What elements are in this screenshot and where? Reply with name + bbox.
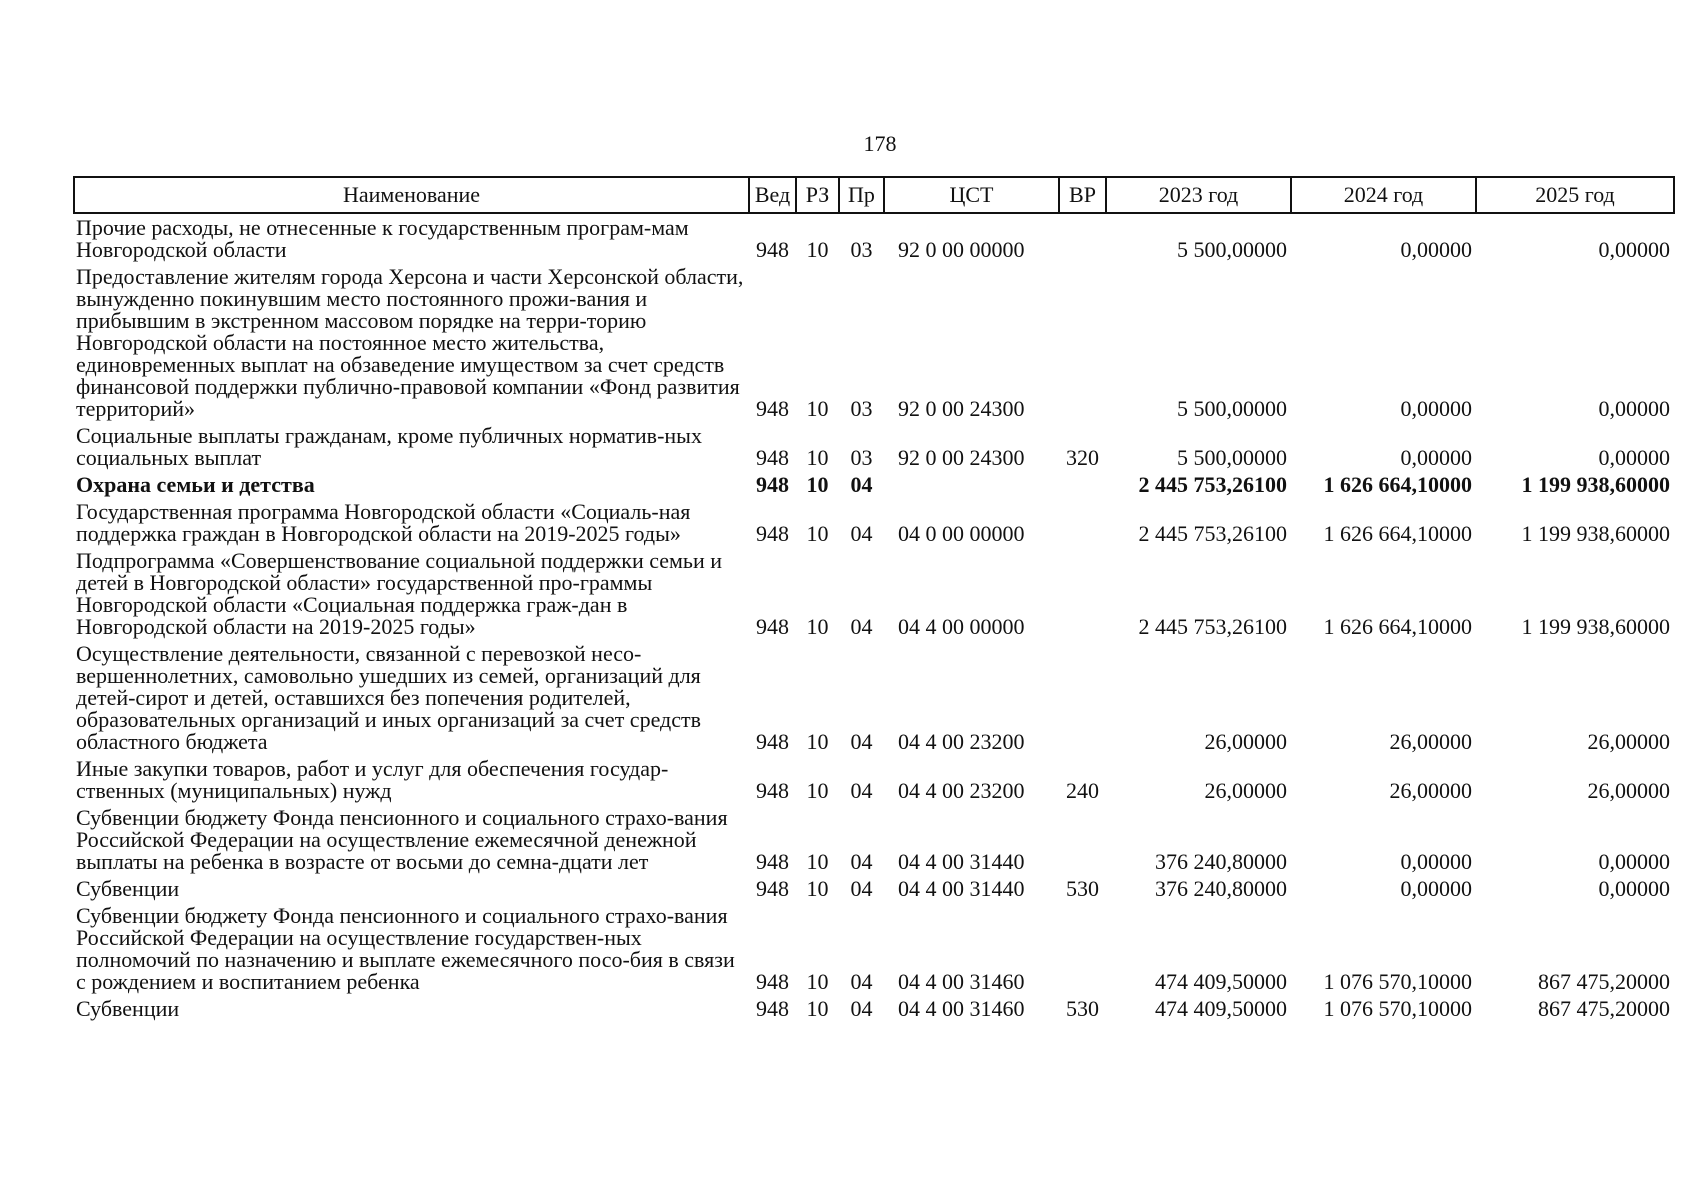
header-name: Наименование (74, 177, 749, 213)
table-body (74, 213, 1674, 1022)
row-2023: 26,00000 (1204, 729, 1287, 754)
row-2023: 2 445 753,26100 (1138, 472, 1287, 497)
row-2025: 0,00000 (1598, 237, 1670, 262)
table-header-row (74, 177, 1674, 213)
header-2024: 2024 год (1291, 177, 1476, 213)
row-ved: 948 (756, 445, 789, 470)
row-cst: 04 4 00 23200 (898, 778, 1025, 803)
row-pr: 04 (850, 849, 873, 874)
row-rz: 10 (806, 237, 829, 262)
header-2025: 2025 год (1476, 177, 1674, 213)
header-rz: РЗ (796, 177, 839, 213)
header-vr: ВР (1059, 177, 1106, 213)
row-2025: 1 199 938,60000 (1521, 472, 1670, 497)
row-cst: 92 0 00 24300 (898, 445, 1025, 470)
table-row (74, 422, 1674, 471)
row-name: Осуществление деятельности, связанной с перевозкой несо-вершеннолетних, самовольно ушедших из семей, организаций для детей-сирот и детей, оставшихся без попечения родителей, образовательных организаций и иных организаций за счет средств областного бюджета (76, 641, 702, 754)
row-pr: 04 (850, 521, 873, 546)
row-ved: 948 (756, 729, 789, 754)
row-rz: 10 (806, 969, 829, 994)
row-ved: 948 (756, 614, 789, 639)
table-row (74, 640, 1674, 755)
row-cst: 04 4 00 31460 (898, 969, 1025, 994)
row-ved: 948 (756, 396, 789, 421)
row-cst: 04 4 00 31460 (898, 996, 1025, 1021)
row-rz: 10 (806, 778, 829, 803)
row-2025: 0,00000 (1598, 396, 1670, 421)
row-pr: 03 (850, 445, 873, 470)
row-pr: 03 (850, 237, 873, 262)
row-rz: 10 (806, 521, 829, 546)
row-2024: 0,00000 (1400, 396, 1472, 421)
row-vr (1059, 902, 1106, 995)
header-cst: ЦСТ (884, 177, 1059, 213)
row-2024: 1 626 664,10000 (1323, 614, 1472, 639)
row-2025: 0,00000 (1598, 876, 1670, 901)
page-number: 178 (863, 131, 897, 156)
row-vr (1059, 804, 1106, 875)
row-rz: 10 (806, 614, 829, 639)
row-2024: 1 626 664,10000 (1323, 521, 1472, 546)
row-vr (1059, 547, 1106, 640)
row-cst: 04 4 00 00000 (898, 614, 1025, 639)
row-pr: 04 (850, 996, 873, 1021)
row-name: Иные закупки товаров, работ и услуг для обеспечения государ-ственных (муниципальных) нужд (76, 756, 669, 803)
row-2024: 0,00000 (1400, 849, 1472, 874)
row-2023: 474 409,50000 (1155, 996, 1287, 1021)
row-ved: 948 (756, 876, 789, 901)
row-2023: 474 409,50000 (1155, 969, 1287, 994)
row-2023: 26,00000 (1204, 778, 1287, 803)
row-ved: 948 (756, 969, 789, 994)
row-vr (1059, 471, 1106, 498)
row-vr (1059, 640, 1106, 755)
row-rz: 10 (806, 876, 829, 901)
row-2025: 867 475,20000 (1538, 996, 1670, 1021)
row-name: Подпрограмма «Совершенствование социальной поддержки семьи и детей в Новгородской области» государственной про-граммы Новгородской области «Социальная поддержка граж-дан в Новгородской области на 2019-2025 годы» (76, 548, 723, 639)
row-pr: 04 (850, 729, 873, 754)
budget-table (73, 176, 1675, 1022)
table-row (74, 471, 1674, 498)
row-2025: 1 199 938,60000 (1521, 521, 1670, 546)
row-pr: 04 (850, 472, 873, 497)
row-rz: 10 (806, 445, 829, 470)
row-2024: 26,00000 (1389, 729, 1472, 754)
row-name: Субвенции (76, 876, 180, 901)
row-pr: 04 (850, 778, 873, 803)
row-name: Охрана семьи и детства (76, 472, 315, 497)
table-row (74, 547, 1674, 640)
row-cst: 04 4 00 31440 (898, 876, 1025, 901)
row-rz: 10 (806, 729, 829, 754)
row-2025: 26,00000 (1587, 729, 1670, 754)
row-vr: 320 (1066, 445, 1099, 470)
row-2024: 1 076 570,10000 (1323, 969, 1472, 994)
row-2024: 0,00000 (1400, 237, 1472, 262)
row-ved: 948 (756, 472, 789, 497)
row-ved: 948 (756, 778, 789, 803)
row-2024: 0,00000 (1400, 876, 1472, 901)
row-name: Прочие расходы, не отнесенные к государственным програм-мам Новгородской области (76, 215, 689, 262)
row-ved: 948 (756, 996, 789, 1021)
row-vr: 240 (1066, 778, 1099, 803)
table-row (74, 498, 1674, 547)
row-rz: 10 (806, 472, 829, 497)
row-cst: 04 4 00 31440 (898, 849, 1025, 874)
table-row (74, 213, 1674, 263)
row-name: Социальные выплаты гражданам, кроме публичных норматив-ных социальных выплат (76, 423, 702, 470)
table-row (74, 995, 1674, 1022)
row-2025: 0,00000 (1598, 849, 1670, 874)
row-ved: 948 (756, 521, 789, 546)
row-cst: 92 0 00 24300 (898, 396, 1025, 421)
row-vr: 530 (1066, 996, 1099, 1021)
row-2023: 5 500,00000 (1177, 445, 1287, 470)
row-2023: 376 240,80000 (1155, 876, 1287, 901)
row-2023: 2 445 753,26100 (1138, 614, 1287, 639)
row-2023: 2 445 753,26100 (1138, 521, 1287, 546)
row-vr (1059, 263, 1106, 422)
row-2025: 0,00000 (1598, 445, 1670, 470)
row-vr (1059, 213, 1106, 263)
row-2025: 867 475,20000 (1538, 969, 1670, 994)
header-2023: 2023 год (1106, 177, 1291, 213)
table-row (74, 875, 1674, 902)
row-name: Субвенции (76, 996, 180, 1021)
row-pr: 04 (850, 614, 873, 639)
row-pr: 03 (850, 396, 873, 421)
table-row (74, 263, 1674, 422)
row-cst: 92 0 00 00000 (898, 237, 1025, 262)
row-name: Субвенции бюджету Фонда пенсионного и социального страхо-вания Российской Федерации на осуществление ежемесячной денежной выплаты на ребенка в возрасте от восьми до семна-дцати лет (76, 805, 728, 874)
row-pr: 04 (850, 876, 873, 901)
row-name: Субвенции бюджету Фонда пенсионного и социального страхо-вания Российской Федерации на осуществление государствен-ных полномочий по назначению и выплате ежемесячного посо-бия в связи с рождением и воспитанием ребенка (76, 903, 735, 994)
row-ved: 948 (756, 849, 789, 874)
row-2024: 0,00000 (1400, 445, 1472, 470)
row-2024: 26,00000 (1389, 778, 1472, 803)
row-2023: 5 500,00000 (1177, 396, 1287, 421)
row-vr (1059, 498, 1106, 547)
row-pr: 04 (850, 969, 873, 994)
table-row (74, 902, 1674, 995)
row-2025: 26,00000 (1587, 778, 1670, 803)
row-2024: 1 076 570,10000 (1323, 996, 1472, 1021)
row-ved: 948 (756, 237, 789, 262)
row-cst: 04 0 00 00000 (898, 521, 1025, 546)
row-rz: 10 (806, 849, 829, 874)
row-rz: 10 (806, 996, 829, 1021)
row-name: Государственная программа Новгородской области «Социаль-ная поддержка граждан в Новгородской области на 2019-2025 годы» (76, 499, 691, 546)
row-vr: 530 (1066, 876, 1099, 901)
row-2023: 5 500,00000 (1177, 237, 1287, 262)
row-name: Предоставление жителям города Херсона и части Херсонской области, вынужденно покинувшим место постоянного прожи-вания и прибывшим в экстренном массовом порядке на терри-торию Новгородской области на постоянное место жительства, единовременных выплат на обзаведение имуществом за счет средств финансовой поддержки публично-правовой компании «Фонд развития территорий» (76, 264, 744, 421)
row-cst (884, 471, 1059, 498)
table-row (74, 755, 1674, 804)
header-ved: Вед (749, 177, 796, 213)
row-cst: 04 4 00 23200 (898, 729, 1025, 754)
row-2025: 1 199 938,60000 (1521, 614, 1670, 639)
header-pr: Пр (839, 177, 884, 213)
table-row (74, 804, 1674, 875)
row-2024: 1 626 664,10000 (1323, 472, 1472, 497)
row-2023: 376 240,80000 (1155, 849, 1287, 874)
row-rz: 10 (806, 396, 829, 421)
